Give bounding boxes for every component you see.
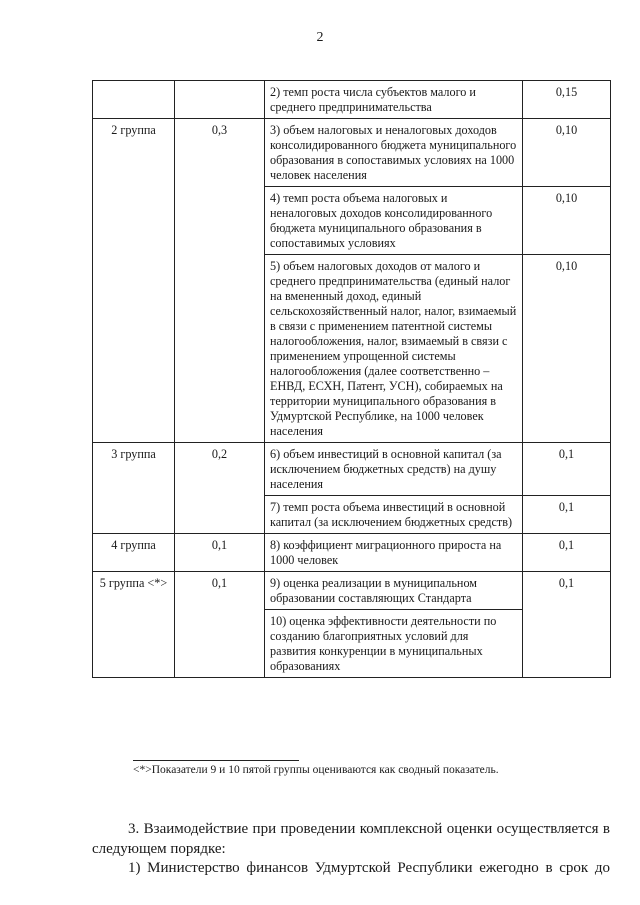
- weight-cell: 0,1: [175, 534, 265, 572]
- page-number: 2: [316, 30, 324, 45]
- indicator-cell: 9) оценка реализации в муниципальном образовании составляющих Стандарта: [265, 572, 523, 610]
- indicator-cell: 5) объем налоговых доходов от малого и среднего предпринимательства (единый налог на вмененный доход, единый сельскохозяйственный налог, налог, взимаемый в связи с применением патентной системы налогообложения, налог, взимаемый в связи с применением упрощенной системы налогообложения (далее соответственно – ЕНВД, ЕСХН, Патент, УСН), собираемых на территории муниципального образования в Удмуртской Республике, на 1000 человек населения: [265, 255, 523, 443]
- indicator-cell: 3) объем налоговых и неналоговых доходов консолидированного бюджета муниципального образования в сопоставимых условиях на 1000 человек населения: [265, 119, 523, 187]
- indicator-cell: 10) оценка эффективности деятельности по созданию благоприятных условий для развития конкуренции в муниципальных образованиях: [265, 610, 523, 678]
- footnote-divider: [133, 760, 299, 761]
- group-cell: [93, 81, 175, 119]
- table-row: [93, 81, 611, 119]
- weight-cell: 0,2: [175, 443, 265, 534]
- group-cell: 3 группа: [93, 443, 175, 534]
- weight-cell: 0,1: [175, 572, 265, 678]
- group-cell: 4 группа: [93, 534, 175, 572]
- group-cell: 5 группа <*>: [93, 572, 175, 678]
- weight-cell: 0,3: [175, 119, 265, 443]
- value-cell: 0,10: [523, 255, 611, 443]
- indicator-cell: 2) темп роста числа субъектов малого и среднего предпринимательства: [265, 81, 523, 119]
- body-paragraph: 3. Взаимодействие при проведении комплексной оценки осуществляется в следующем порядке:: [92, 821, 610, 857]
- table-row: [93, 572, 611, 610]
- value-cell: 0,10: [523, 187, 611, 255]
- table-row: [93, 119, 611, 187]
- footnote: <*>Показатели 9 и 10 пятой группы оцениваются как сводный показатель.: [133, 764, 499, 776]
- body-paragraph: 1) Министерство финансов Удмуртской Республики ежегодно в срок до: [128, 860, 610, 876]
- value-cell: 0,1: [523, 534, 611, 572]
- indicator-cell: 4) темп роста объема налоговых и неналоговых доходов консолидированного бюджета муниципального образования в сопоставимых условиях: [265, 187, 523, 255]
- value-cell: 0,1: [523, 496, 611, 534]
- indicator-cell: 8) коэффициент миграционного прироста на 1000 человек: [265, 534, 523, 572]
- value-cell: 0,15: [523, 81, 611, 119]
- table-row: [93, 534, 611, 572]
- group-cell: 2 группа: [93, 119, 175, 443]
- value-cell: 0,10: [523, 119, 611, 187]
- criteria-table: [92, 80, 611, 678]
- weight-cell: [175, 81, 265, 119]
- value-cell: 0,1: [523, 443, 611, 496]
- indicator-cell: 6) объем инвестиций в основной капитал (за исключением бюджетных средств) на душу населения: [265, 443, 523, 496]
- table-row: [93, 443, 611, 496]
- value-cell: 0,1: [523, 572, 611, 678]
- indicator-cell: 7) темп роста объема инвестиций в основной капитал (за исключением бюджетных средств): [265, 496, 523, 534]
